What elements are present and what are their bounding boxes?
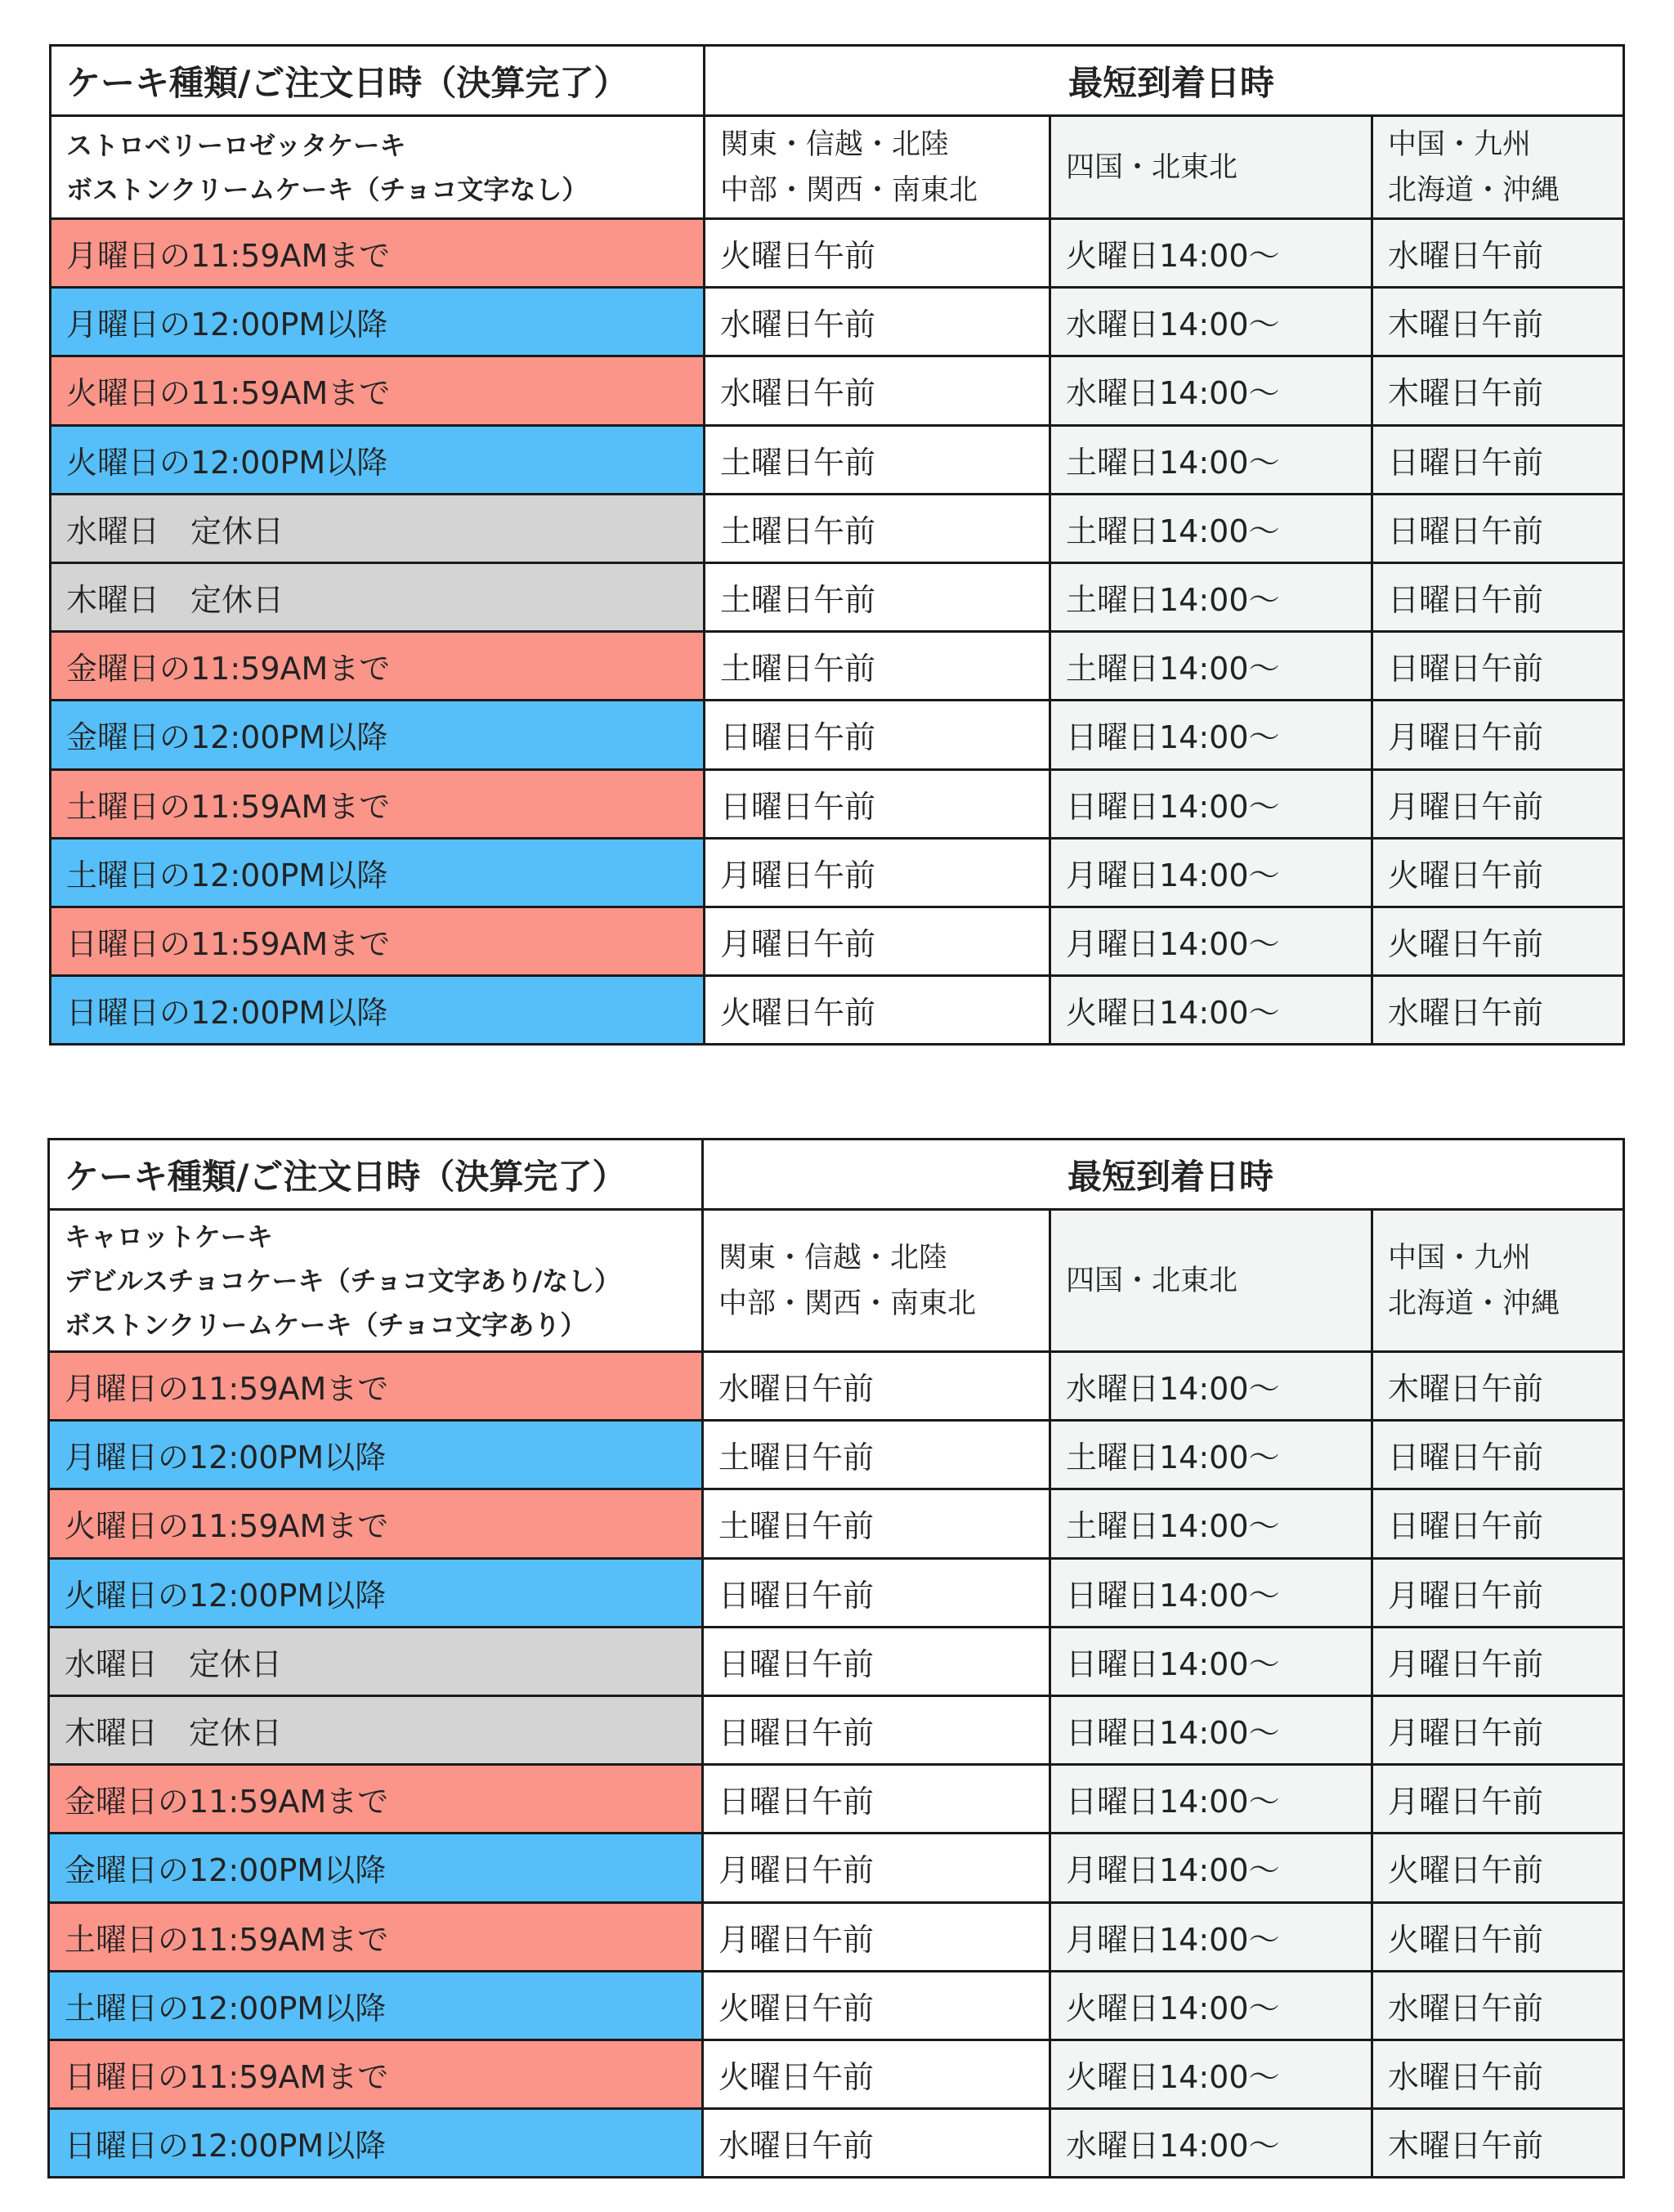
arrival-cell-region-3: 日曜日午前 [1372,562,1624,631]
order-day-cell: 日曜日の12:00PM以降 [49,2109,703,2178]
arrival-cell-region-3: 日曜日午前 [1372,632,1624,701]
arrival-cell-region-1: 日曜日午前 [703,1558,1050,1627]
arrival-cell-region-1: 火曜日午前 [705,219,1050,288]
arrival-cell-region-3: 月曜日午前 [1372,1765,1624,1834]
arrival-cell-region-3: 日曜日午前 [1372,1421,1624,1489]
arrival-cell-region-1: 土曜日午前 [703,1489,1050,1558]
order-day-cell: 火曜日の11:59AMまで [51,356,705,425]
table-row [51,562,1624,631]
region-header-1 [703,1210,1050,1352]
arrival-cell-region-3: 月曜日午前 [1372,1558,1624,1627]
arrival-cell-region-2: 水曜日14:00〜 [1050,2109,1372,2178]
table-row [51,701,1624,769]
table-row [51,976,1624,1045]
arrival-cell-region-2: 月曜日14:00〜 [1050,907,1372,975]
order-day-cell: 土曜日の12:00PM以降 [51,838,705,907]
arrival-cell-region-1: 水曜日午前 [705,356,1050,425]
arrival-cell-region-2: 日曜日14:00〜 [1050,769,1372,838]
region-name: 四国・北東北 [1066,150,1238,184]
arrival-cell-region-1: 土曜日午前 [705,632,1050,701]
region-name: 中国・九州 [1388,1241,1532,1274]
order-day-cell: 月曜日の12:00PM以降 [49,1421,703,1489]
arrival-cell-region-2: 月曜日14:00〜 [1050,1902,1372,1971]
region-name: 四国・北東北 [1066,1264,1238,1297]
arrival-cell-region-1: 土曜日午前 [703,1421,1050,1489]
order-day-cell: 火曜日の12:00PM以降 [49,1558,703,1627]
column-title-order-time: ケーキ種類/ご注文日時（決算完了） [51,46,705,116]
arrival-cell-region-1: 土曜日午前 [705,562,1050,631]
arrival-cell-region-3: 日曜日午前 [1372,494,1624,562]
subheader-row [49,1210,1624,1352]
table-row [51,907,1624,975]
order-day-cell: 水曜日 定休日 [51,494,705,562]
cake-types [49,1210,703,1352]
arrival-cell-region-1: 土曜日午前 [705,494,1050,562]
arrival-cell-region-1: 日曜日午前 [703,1627,1050,1695]
arrival-cell-region-3: 木曜日午前 [1372,1352,1624,1421]
region-header-3 [1372,1210,1624,1352]
arrival-cell-region-1: 日曜日午前 [703,1765,1050,1834]
arrival-cell-region-1: 日曜日午前 [705,701,1050,769]
table-row [49,1352,1624,1421]
cake-type-name: キャロットケーキ [65,1220,273,1252]
arrival-cell-region-2: 土曜日14:00〜 [1050,562,1372,631]
arrival-cell-region-2: 日曜日14:00〜 [1050,1765,1372,1834]
order-day-cell: 土曜日の11:59AMまで [49,1902,703,1971]
order-day-cell: 火曜日の11:59AMまで [49,1489,703,1558]
arrival-cell-region-2: 火曜日14:00〜 [1050,2040,1372,2108]
arrival-cell-region-1: 火曜日午前 [705,976,1050,1045]
table-row [49,2109,1624,2178]
table-row [51,494,1624,562]
order-day-cell: 火曜日の12:00PM以降 [51,425,705,494]
arrival-cell-region-2: 火曜日14:00〜 [1050,976,1372,1045]
arrival-cell-region-1: 土曜日午前 [705,425,1050,494]
region-name: 中部・関西・南東北 [720,173,978,207]
table-row [51,219,1624,288]
arrival-cell-region-2: 火曜日14:00〜 [1050,219,1372,288]
cake-type-name: ストロベリーロゼッタケーキ [66,129,406,161]
arrival-cell-region-3: 月曜日午前 [1372,701,1624,769]
arrival-cell-region-3: 木曜日午前 [1372,356,1624,425]
cake-type-name: ボストンクリームケーキ（チョコ文字なし） [66,173,589,205]
arrival-cell-region-1: 火曜日午前 [703,1971,1050,2040]
arrival-cell-region-1: 水曜日午前 [703,2109,1050,2178]
arrival-cell-region-3: 火曜日午前 [1372,1902,1624,1971]
arrival-cell-region-1: 日曜日午前 [703,1695,1050,1764]
table-row [51,288,1624,356]
region-name: 関東・信越・北陸 [720,128,950,161]
order-day-cell: 日曜日の11:59AMまで [51,907,705,975]
cake-types [51,116,705,219]
schedule-table [49,44,1625,1046]
order-day-cell: 金曜日の11:59AMまで [51,632,705,701]
arrival-cell-region-1: 月曜日午前 [705,907,1050,975]
order-day-cell: 月曜日の12:00PM以降 [51,288,705,356]
order-day-cell: 月曜日の11:59AMまで [49,1352,703,1421]
order-day-cell: 土曜日の12:00PM以降 [49,1971,703,2040]
header-row [49,1140,1624,1210]
arrival-cell-region-1: 水曜日午前 [703,1352,1050,1421]
order-day-cell: 木曜日 定休日 [51,562,705,631]
arrival-cell-region-3: 木曜日午前 [1372,288,1624,356]
arrival-cell-region-3: 月曜日午前 [1372,769,1624,838]
region-name: 中国・九州 [1388,128,1532,161]
region-name: 北海道・沖縄 [1388,1287,1560,1320]
table-row [51,769,1624,838]
arrival-cell-region-2: 土曜日14:00〜 [1050,632,1372,701]
arrival-cell-region-2: 土曜日14:00〜 [1050,494,1372,562]
table-row [51,356,1624,425]
region-name: 中部・関西・南東北 [718,1287,977,1320]
order-day-cell: 土曜日の11:59AMまで [51,769,705,838]
arrival-cell-region-2: 月曜日14:00〜 [1050,1834,1372,1902]
arrival-cell-region-2: 水曜日14:00〜 [1050,1352,1372,1421]
arrival-cell-region-1: 月曜日午前 [703,1902,1050,1971]
column-title-order-time: ケーキ種類/ご注文日時（決算完了） [49,1140,703,1210]
arrival-cell-region-1: 水曜日午前 [705,288,1050,356]
table-row [51,632,1624,701]
arrival-cell-region-2: 日曜日14:00〜 [1050,1627,1372,1695]
schedule-table [47,1138,1625,2178]
order-day-cell: 日曜日の12:00PM以降 [51,976,705,1045]
arrival-cell-region-2: 日曜日14:00〜 [1050,1558,1372,1627]
arrival-cell-region-3: 水曜日午前 [1372,976,1624,1045]
arrival-cell-region-2: 火曜日14:00〜 [1050,1971,1372,2040]
order-day-cell: 月曜日の11:59AMまで [51,219,705,288]
table-row [49,1765,1624,1834]
arrival-cell-region-3: 月曜日午前 [1372,1695,1624,1764]
table-row [49,1695,1624,1764]
table-row [49,2040,1624,2108]
arrival-cell-region-1: 月曜日午前 [703,1834,1050,1902]
arrival-cell-region-3: 水曜日午前 [1372,1971,1624,2040]
arrival-cell-region-2: 水曜日14:00〜 [1050,288,1372,356]
order-day-cell: 木曜日 定休日 [49,1695,703,1764]
region-name: 関東・信越・北陸 [718,1241,948,1274]
order-day-cell: 金曜日の11:59AMまで [49,1765,703,1834]
arrival-cell-region-3: 月曜日午前 [1372,1627,1624,1695]
column-title-arrival: 最短到着日時 [703,1140,1624,1210]
arrival-cell-region-3: 火曜日午前 [1372,1834,1624,1902]
table-row [49,1489,1624,1558]
arrival-cell-region-1: 火曜日午前 [703,2040,1050,2108]
arrival-cell-region-2: 土曜日14:00〜 [1050,1489,1372,1558]
arrival-cell-region-3: 火曜日午前 [1372,838,1624,907]
arrival-cell-region-2: 水曜日14:00〜 [1050,356,1372,425]
subheader-row [51,116,1624,219]
arrival-cell-region-2: 土曜日14:00〜 [1050,425,1372,494]
order-day-cell: 金曜日の12:00PM以降 [51,701,705,769]
column-title-arrival: 最短到着日時 [705,46,1624,116]
arrival-cell-region-3: 水曜日午前 [1372,219,1624,288]
order-day-cell: 日曜日の11:59AMまで [49,2040,703,2108]
arrival-cell-region-3: 日曜日午前 [1372,425,1624,494]
arrival-cell-region-1: 日曜日午前 [705,769,1050,838]
arrival-cell-region-2: 土曜日14:00〜 [1050,1421,1372,1489]
arrival-cell-region-2: 日曜日14:00〜 [1050,1695,1372,1764]
table-row [49,1558,1624,1627]
table-row [49,1902,1624,1971]
arrival-cell-region-3: 日曜日午前 [1372,1489,1624,1558]
table-row [49,1421,1624,1489]
arrival-cell-region-2: 月曜日14:00〜 [1050,838,1372,907]
region-header-1 [705,116,1050,219]
header-row [51,46,1624,116]
arrival-cell-region-3: 火曜日午前 [1372,907,1624,975]
table-row [49,1971,1624,2040]
region-header-3 [1372,116,1624,219]
region-name: 北海道・沖縄 [1388,173,1560,207]
region-header-2 [1050,1210,1372,1352]
arrival-cell-region-3: 水曜日午前 [1372,2040,1624,2108]
table-row [49,1834,1624,1902]
arrival-cell-region-1: 月曜日午前 [705,838,1050,907]
arrival-cell-region-3: 木曜日午前 [1372,2109,1624,2178]
order-day-cell: 水曜日 定休日 [49,1627,703,1695]
region-header-2 [1050,116,1372,219]
order-day-cell: 金曜日の12:00PM以降 [49,1834,703,1902]
arrival-cell-region-2: 日曜日14:00〜 [1050,701,1372,769]
table-row [51,838,1624,907]
cake-type-name: ボストンクリームケーキ（チョコ文字あり） [65,1309,587,1341]
table-row [49,1627,1624,1695]
table-row [51,425,1624,494]
cake-type-name: デビルスチョコケーキ（チョコ文字あり/なし） [65,1265,621,1296]
